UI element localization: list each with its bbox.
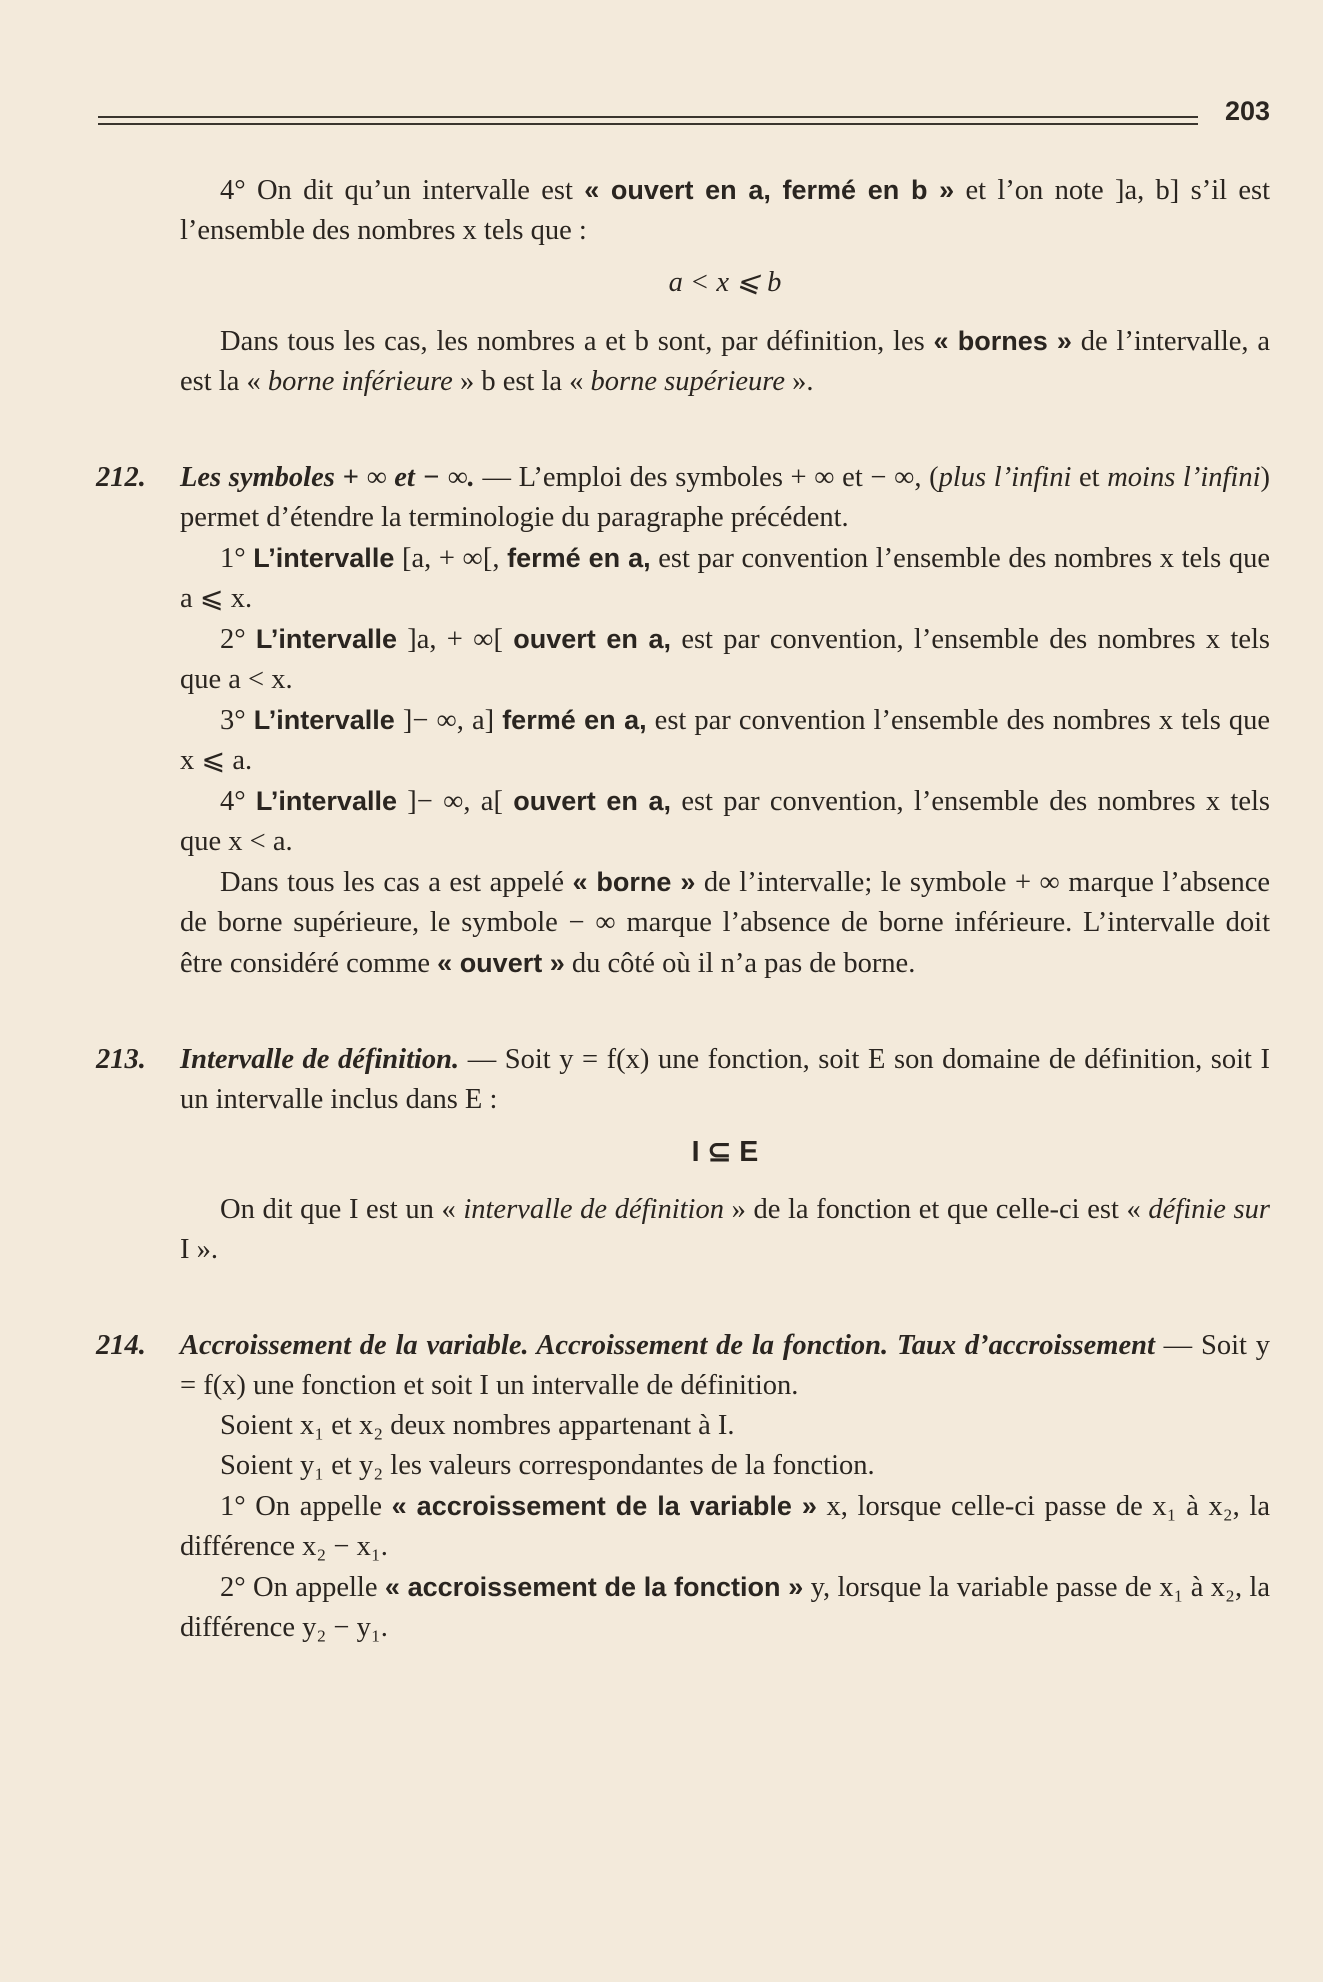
item-2	[180, 619, 1270, 700]
text-span: est par convention l’ensemble des nombres x tels que x ⩽ a.	[180, 705, 1270, 776]
item-3	[180, 700, 1270, 781]
section-214-heading	[96, 1326, 1270, 1406]
section-title: Accroissement de la variable. Accroissement de la fonction. Taux d’accroissement	[180, 1330, 1155, 1361]
bold-term: L’intervalle	[255, 624, 397, 654]
italic-term: intervalle de définition	[463, 1194, 724, 1225]
definition-2	[180, 1567, 1270, 1648]
header-rule	[98, 123, 1198, 125]
section-number: 212.	[96, 462, 146, 493]
equation-1: a < x ⩽ b	[668, 267, 782, 298]
text-span: — Soit y = f(x) une fonction et soit I un intervalle de définition.	[180, 1330, 1270, 1401]
bold-term: ouvert en a,	[513, 624, 672, 654]
text-span: ».	[785, 366, 814, 397]
text-span: est par convention, l’ensemble des nombres x tels que a < x.	[180, 624, 1270, 695]
page-body	[96, 170, 1271, 1648]
section-214-line: Soient y₁ et y₂ les valeurs correspondantes de la fonction.	[220, 1450, 875, 1481]
italic-term: moins l’infini	[1107, 462, 1261, 493]
bold-term: fermé en a,	[502, 705, 647, 735]
text-span: x, lorsque celle-ci passe de x₁ à x₂, la différence x₂ − x₁.	[180, 1491, 1271, 1562]
text-span: » de la fonction et que celle-ci est «	[723, 1194, 1149, 1225]
text-span: 2°	[220, 624, 256, 655]
bold-term: « ouvert »	[437, 948, 565, 978]
definition-1	[180, 1486, 1270, 1567]
text-span: 3°	[220, 705, 254, 736]
bold-term: fermé en a,	[507, 543, 651, 573]
bold-term: L’intervalle	[253, 705, 395, 735]
section-title: Les symboles + ∞ et − ∞.	[180, 462, 475, 493]
text-span: ]a, + ∞[	[397, 624, 514, 655]
text-span: ]− ∞, a]	[394, 705, 503, 736]
bold-term: « borne »	[572, 867, 696, 897]
text-span: » b est la «	[452, 366, 591, 397]
text-span: est par convention, l’ensemble des nombres x tels que x < a.	[180, 786, 1270, 857]
header-rule	[98, 116, 1198, 118]
text-span: 1° On appelle	[220, 1491, 392, 1522]
italic-term: borne supérieure	[590, 366, 785, 397]
text-span: — L’emploi des symboles + ∞ et − ∞, (	[474, 462, 939, 493]
bold-term: L’intervalle	[253, 543, 395, 573]
section-213-paragraph	[180, 1190, 1270, 1270]
text-span: du côté où il n’a pas de borne.	[564, 948, 916, 979]
paragraph-4-open-closed	[180, 170, 1270, 251]
text-span: ) permet d’étendre la terminologie du paragraphe précédent.	[180, 462, 1270, 533]
item-1	[180, 538, 1270, 619]
section-213-heading	[96, 1040, 1270, 1120]
text-span: 4°	[220, 786, 256, 817]
italic-term: plus l’infini	[938, 462, 1072, 493]
paragraph-bounds	[180, 321, 1270, 402]
text-span: — Soit y = f(x) une fonction, soit E son domaine de définition, soit I un intervalle inclus dans E :	[180, 1044, 1270, 1115]
text-span: Dans tous les cas a est appelé	[220, 867, 573, 898]
section-title: Intervalle de définition.	[180, 1044, 460, 1075]
text-span: 2° On appelle	[220, 1572, 385, 1603]
section-212-conclusion	[180, 862, 1270, 984]
section-214-line: Soient x₁ et x₂ deux nombres appartenant à I.	[220, 1410, 735, 1441]
text-span: I ».	[180, 1234, 218, 1265]
text-span: de l’intervalle; le symbole + ∞ marque l’absence de borne supérieure, le symbole − ∞ marque l’absence de borne inférieure. L’intervalle doit être considéré comme	[180, 867, 1270, 979]
text-span: 4° On dit qu’un intervalle est	[220, 175, 585, 206]
text-span: est par convention l’ensemble des nombres x tels que a ⩽ x.	[180, 543, 1270, 614]
italic-term: borne inférieure	[267, 366, 453, 397]
bold-term: « accroissement de la fonction »	[384, 1572, 804, 1602]
item-4	[180, 781, 1270, 862]
equation-2: I ⊆ E	[691, 1136, 759, 1168]
text-span: et l’on note ]a, b] s’il est l’ensemble des nombres x tels que :	[180, 175, 1270, 246]
section-212-heading	[96, 458, 1270, 538]
text-span: de l’intervalle, a est la «	[180, 326, 1271, 397]
bold-term: L’intervalle	[255, 786, 397, 816]
bold-term: « bornes »	[933, 326, 1072, 356]
section-number: 214.	[96, 1330, 146, 1361]
bold-term: « accroissement de la variable »	[391, 1491, 817, 1521]
text-span: y, lorsque la variable passe de x₁ à x₂, la différence y₂ − y₁.	[180, 1572, 1271, 1643]
text-span: On dit que I est un «	[220, 1194, 464, 1225]
page-header	[98, 96, 1270, 130]
text-span: [a, + ∞[,	[394, 543, 508, 574]
page-number: 203	[1224, 96, 1270, 126]
text-span: Dans tous les cas, les nombres a et b sont, par définition, les	[220, 326, 934, 357]
bold-term: ouvert en a,	[513, 786, 672, 816]
bold-term: « ouvert en a, fermé en b »	[584, 175, 955, 205]
italic-term: définie sur	[1148, 1194, 1270, 1225]
text-span: 1°	[220, 543, 254, 574]
section-number: 213.	[96, 1044, 146, 1075]
text-span: ]− ∞, a[	[397, 786, 514, 817]
text-span: et	[1071, 462, 1108, 493]
